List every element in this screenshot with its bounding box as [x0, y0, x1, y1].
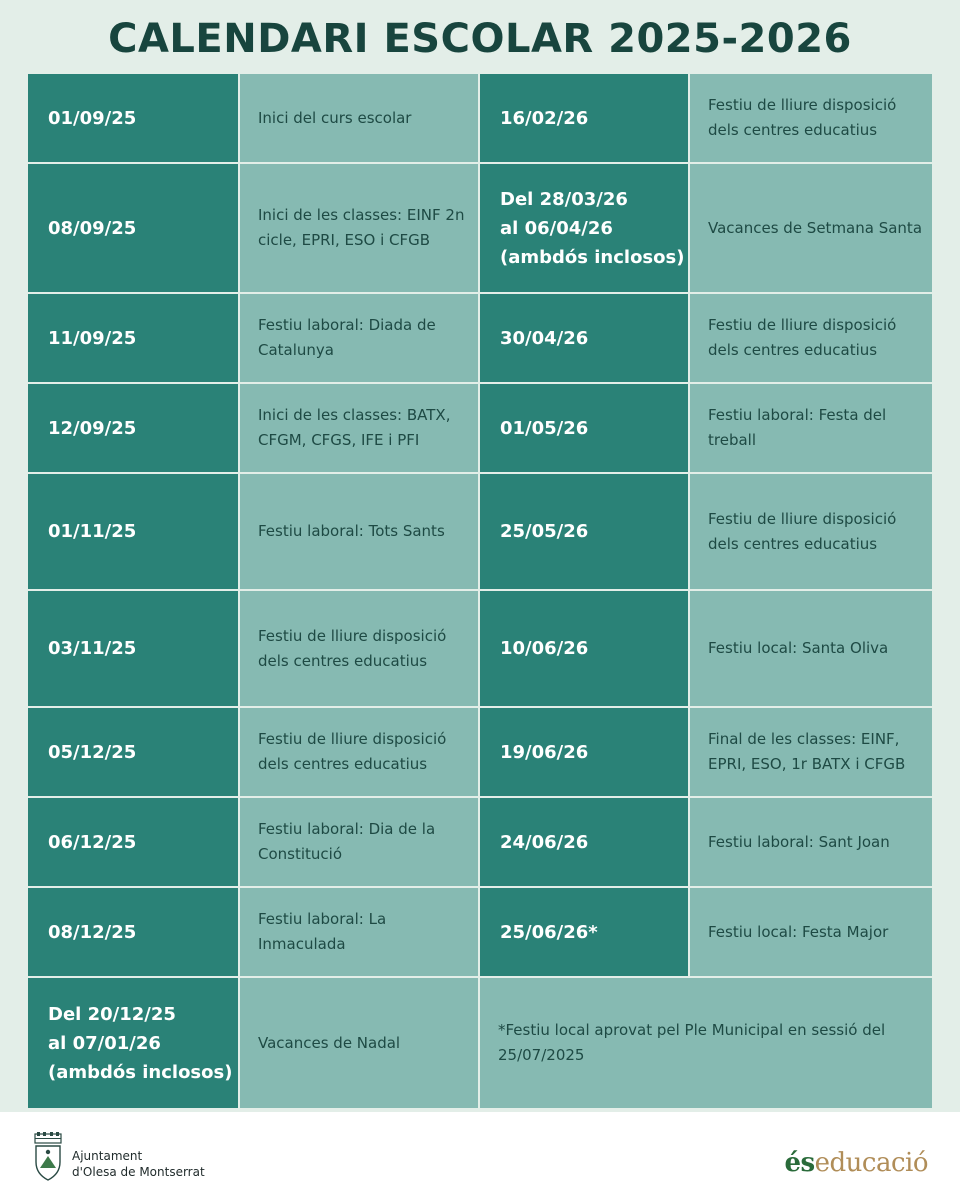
right-date-cell: 24/06/26	[480, 798, 690, 888]
left-date-cell: 08/09/25	[28, 164, 240, 294]
right-date-cell: 01/05/26	[480, 384, 690, 474]
right-desc-cell: Festiu de lliure disposició dels centres educatius	[690, 74, 932, 164]
left-desc-cell: Inici de les classes: BATX, CFGM, CFGS, IFE i PFI	[240, 384, 480, 474]
page-title: CALENDARI ESCOLAR 2025-2026	[108, 16, 852, 62]
left-date-cell: 06/12/25	[28, 798, 240, 888]
left-date-cell: 01/11/25	[28, 474, 240, 591]
right-desc-cell: Festiu de lliure disposició dels centres educatius	[690, 294, 932, 384]
right-desc-cell: Festiu de lliure disposició dels centres educatius	[690, 474, 932, 591]
left-date-cell: Del 20/12/25 al 07/01/26 (ambdós inclosos)	[28, 978, 240, 1108]
left-date-cell: 03/11/25	[28, 591, 240, 708]
organization-name: Ajuntament d'Olesa de Montserrat	[72, 1149, 205, 1179]
right-desc-cell: Vacances de Setmana Santa	[690, 164, 932, 294]
right-date-cell: 25/05/26	[480, 474, 690, 591]
right-desc-cell: Festiu local: Festa Major	[690, 888, 932, 978]
right-date-cell: 25/06/26*	[480, 888, 690, 978]
municipal-crest-icon	[32, 1132, 64, 1182]
right-date-cell: 16/02/26	[480, 74, 690, 164]
footer	[0, 1112, 960, 1200]
left-date-cell: 08/12/25	[28, 888, 240, 978]
left-desc-cell: Festiu laboral: Tots Sants	[240, 474, 480, 591]
right-date-cell: 10/06/26	[480, 591, 690, 708]
left-desc-cell: Inici de les classes: EINF 2n cicle, EPRI, ESO i CFGB	[240, 164, 480, 294]
footnote: *Festiu local aprovat pel Ple Municipal en sessió del 25/07/2025	[480, 978, 932, 1108]
left-desc-cell: Vacances de Nadal	[240, 978, 480, 1108]
right-desc-cell: Festiu local: Santa Oliva	[690, 591, 932, 708]
brand-logo	[784, 1148, 928, 1178]
brand-logo-part1: és	[784, 1148, 815, 1178]
right-date-cell: Del 28/03/26 al 06/04/26 (ambdós inclosos)	[480, 164, 690, 294]
right-desc-cell: Festiu laboral: Festa del treball	[690, 384, 932, 474]
left-desc-cell: Festiu laboral: Dia de la Constitució	[240, 798, 480, 888]
left-desc-cell: Festiu laboral: Diada de Catalunya	[240, 294, 480, 384]
left-date-cell: 01/09/25	[28, 74, 240, 164]
left-date-cell: 12/09/25	[28, 384, 240, 474]
right-date-cell: 19/06/26	[480, 708, 690, 798]
left-desc-cell: Festiu laboral: La Inmaculada	[240, 888, 480, 978]
left-desc-cell: Festiu de lliure disposició dels centres educatius	[240, 591, 480, 708]
left-desc-cell: Festiu de lliure disposició dels centres educatius	[240, 708, 480, 798]
brand-logo-part2: educació	[814, 1148, 928, 1178]
left-date-cell: 11/09/25	[28, 294, 240, 384]
left-desc-cell: Inici del curs escolar	[240, 74, 480, 164]
right-date-cell: 30/04/26	[480, 294, 690, 384]
right-desc-cell: Final de les classes: EINF, EPRI, ESO, 1r BATX i CFGB	[690, 708, 932, 798]
left-date-cell: 05/12/25	[28, 708, 240, 798]
calendar-table	[28, 74, 932, 1108]
right-desc-cell: Festiu laboral: Sant Joan	[690, 798, 932, 888]
